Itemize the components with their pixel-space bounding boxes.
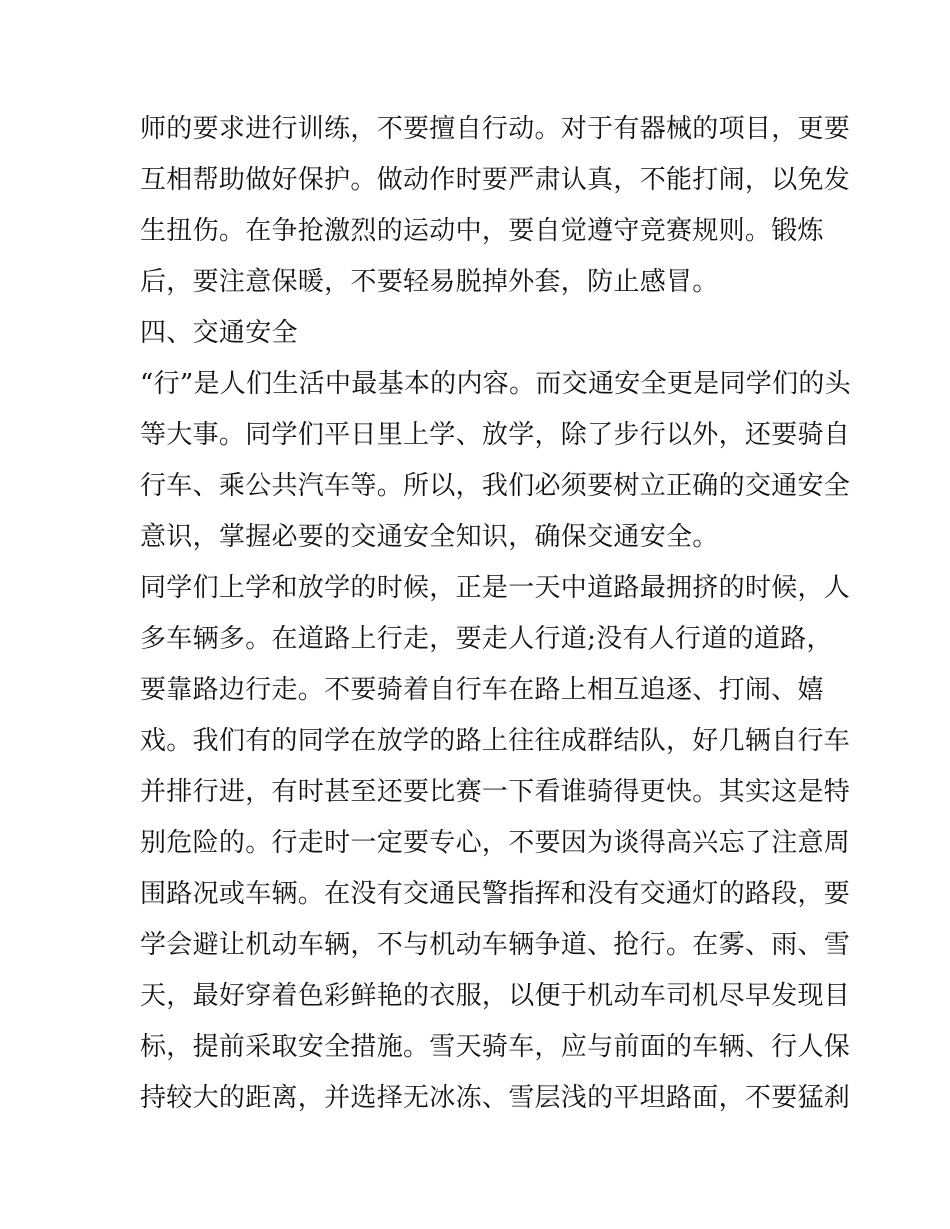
text-line: 意识，掌握必要的交通安全知识，确保交通安全。 xyxy=(140,522,719,552)
text-line: “行”是人们生活中最基本的内容。而交通安全更是同学们的头 xyxy=(140,369,851,399)
text-line: 后，要注意保暖，不要轻易脱掉外套，防止感冒。 xyxy=(140,267,719,297)
text-line: 戏。我们有的同学在放学的路上往往成群结队，好几辆自行车 xyxy=(140,726,851,756)
document-body xyxy=(140,104,851,1124)
text-line: 围路况或车辆。在没有交通民警指挥和没有交通灯的路段，要 xyxy=(140,879,851,909)
text-line: 师的要求进行训练，不要擅自行动。对于有器械的项目，更要 xyxy=(140,114,851,144)
text-line: 标，提前采取安全措施。雪天骑车，应与前面的车辆、行人保 xyxy=(140,1032,851,1062)
text-line: 同学们上学和放学的时候，正是一天中道路最拥挤的时候，人 xyxy=(140,573,851,603)
text-line: 并排行进，有时甚至还要比赛一下看谁骑得更快。其实这是特 xyxy=(140,777,851,807)
text-line: 学会避让机动车辆，不与机动车辆争道、抢行。在雾、雨、雪 xyxy=(140,930,851,960)
text-line: 等大事。同学们平日里上学、放学，除了步行以外，还要骑自 xyxy=(140,420,851,450)
text-line: 别危险的。行走时一定要专心，不要因为谈得高兴忘了注意周 xyxy=(140,828,851,858)
text-line: 互相帮助做好保护。做动作时要严肃认真，不能打闹，以免发 xyxy=(140,165,851,195)
section-heading: 四、交通安全 xyxy=(140,318,298,348)
text-line: 要靠路边行走。不要骑着自行车在路上相互追逐、打闹、嬉 xyxy=(140,675,824,705)
text-line: 持较大的距离，并选择无冰冻、雪层浅的平坦路面，不要猛刹 xyxy=(140,1083,851,1113)
text-line: 天，最好穿着色彩鲜艳的衣服，以便于机动车司机尽早发现目 xyxy=(140,981,851,1011)
text-line: 生扭伤。在争抢激烈的运动中，要自觉遵守竞赛规则。锻炼 xyxy=(140,216,824,246)
text-line: 多车辆多。在道路上行走，要走人行道;没有人行道的道路， xyxy=(140,624,833,654)
text-line: 行车、乘公共汽车等。所以，我们必须要树立正确的交通安全 xyxy=(140,471,851,501)
